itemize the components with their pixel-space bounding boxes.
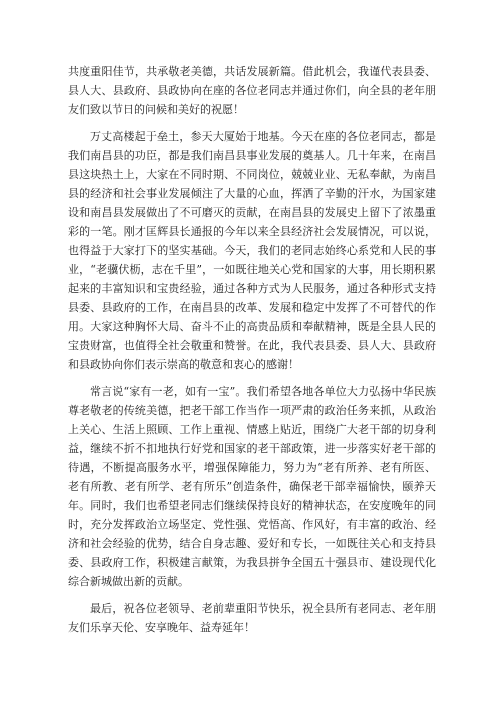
document-body (68, 62, 436, 645)
paragraph-tribute: 万丈高楼起于垒土，参天大厦始于地基。今天在座的各位老同志，都是我们南昌县的功臣，都是我们南昌县事业发展的奠基人。几十年来，在南昌县这块热土上，大家在不同时期、不同岗位，兢兢业业、无私奉献，为南昌县的经济和社会事业发展倾注了大量的心血，挥洒了辛勤的汗水，为国家建设和南昌县发展做出了不可磨灭的贡献，在南昌县的发展史上留下了浓墨重彩的一笔。刚才匡辉县长通报的今年以来全县经济社会发展情况，可以说，也得益于大家打下的坚实基础。今天，我们的老同志始终心系党和人民的事业，“老骥伏枥，志在千里”，一如既往地关心党和国家的大事，用长期积累起来的丰富知识和宝贵经验，通过各种方式为人民服务，通过各种形式支持县委、县政府的工作，在南昌县的改革、发展和稳定中发挥了不可替代的作用。大家这种胸怀大局、奋斗不止的高贵品质和奉献精神，既是全县人民的宝贵财富，也值得全社会敬重和赞誉。在此，我代表县委、县人大、县政府和县政协向你们表示崇高的敬意和衷心的感谢！ (68, 130, 436, 371)
paragraph-closing-wishes: 最后，祝各位老领导、老前辈重阳节快乐，祝全县所有老同志、老年朋友们乐享天伦、安享晚年、益寿延年！ (68, 602, 436, 634)
paragraph-greeting: 共度重阳佳节，共承敬老美德，共话发展新篇。借此机会，我谨代表县委、县人大、县政府、县政协向在座的各位老同志并通过你们，向全县的老年朋友们致以节日的问候和美好的祝愿！ (68, 65, 436, 116)
paragraph-respect-elders: 常言说“家有一老，如有一宝”。我们希望各地各单位大力弘扬中华民族尊老敬老的传统美德，把老干部工作当作一项严肃的政治任务来抓，从政治上关心、生活上照顾、工作上重视、情感上贴近，围绕广大老干部的切身利益，继续不折不扣地执行好党和国家的老干部政策，进一步落实好老干部的待遇，不断提高服务水平，增强保障能力，努力为“老有所养、老有所医、老有所教、老有所学、老有所乐”创造条件，确保老干部幸福愉快，颐养天年。同时，我们也希望老同志们继续保持良好的精神状态，在安度晚年的同时，充分发挥政治立场坚定、党性强、党悟高、作风好，有丰富的政治、经济和社会经验的优势，结合自身志趣、爱好和专长，一如既往关心和支持县委、县政府工作，积极建言献策，为我县拼争全国五十强县市、建设现代化综合新城做出新的贡献。 (68, 385, 436, 588)
